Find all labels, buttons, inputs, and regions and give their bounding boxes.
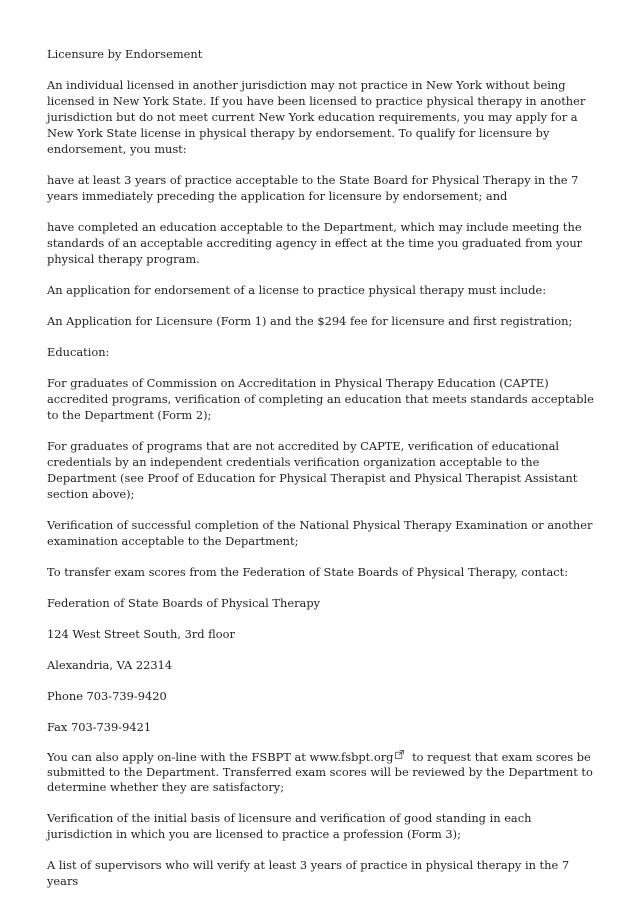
fsbpt-link[interactable]: www.fsbpt.org [309,750,394,764]
online-text-after: to request that exam scores be submitted to the Department. Transferred exam scores will be reviewed by the Department to determine whether they are satisfactory; [47,750,593,794]
external-link-icon[interactable] [395,750,404,759]
non-accredited-item: For graduates of programs that are not accredited by CAPTE, verification of educational credentials by an independent credentials verification organization acceptable to the Department (see Proof of Education for Physical Therapist and Physical Therapist Assistant section above); [47,439,578,501]
licensure-verification-item: Verification of the initial basis of licensure and verification of good standing in each jurisdiction in which you are licensed to practice a profession (Form 3); [47,811,532,841]
contact-organization: Federation of State Boards of Physical Therapy [47,596,321,610]
online-text-before: You can also apply on-line with the FSBPT at [47,750,310,764]
contact-street: 124 West Street South, 3rd floor [47,627,235,641]
online-apply-paragraph [47,750,597,795]
requirement-practice: have at least 3 years of practice acceptable to the State Board for Physical Therapy in the 7 years immediately preceding the application for licensure by endorsement; and [47,173,579,203]
contact-city: Alexandria, VA 22314 [47,658,173,672]
contact-phone: Phone 703-739-9420 [47,689,167,703]
transfer-scores-paragraph: To transfer exam scores from the Federation of State Boards of Physical Therapy, contact: [47,565,569,579]
requirement-education: have completed an education acceptable to the Department, which may include meeting the standards of an acceptable accrediting agency in effect at the time you graduated from your physical therapy program. [47,220,583,266]
capte-accredited-item: For graduates of Commission on Accreditation in Physical Therapy Education (CAPTE) accredited programs, verification of completing an education that meets standards acceptable to the Department (Form 2); [47,376,594,422]
supervisors-item: A list of supervisors who will verify at least 3 years of practice in physical therapy in the 7 years [47,858,570,888]
application-form-item: An Application for Licensure (Form 1) and the $294 fee for licensure and first registration; [47,314,573,328]
education-heading: Education: [47,345,110,359]
application-intro: An application for endorsement of a license to practice physical therapy must include: [47,283,547,297]
contact-fax: Fax 703-739-9421 [47,720,152,734]
document-body [47,46,597,904]
exam-verification-item: Verification of successful completion of the National Physical Therapy Examination or another examination acceptable to the Department; [47,518,593,548]
intro-paragraph: An individual licensed in another jurisdiction may not practice in New York without being licensed in New York State. If you have been licensed to practice physical therapy in another jurisdiction but do not meet current New York education requirements, you may apply for a New York State license in physical therapy by endorsement. To qualify for licensure by endorsement, you must: [47,78,586,156]
document-title: Licensure by Endorsement [47,47,203,61]
